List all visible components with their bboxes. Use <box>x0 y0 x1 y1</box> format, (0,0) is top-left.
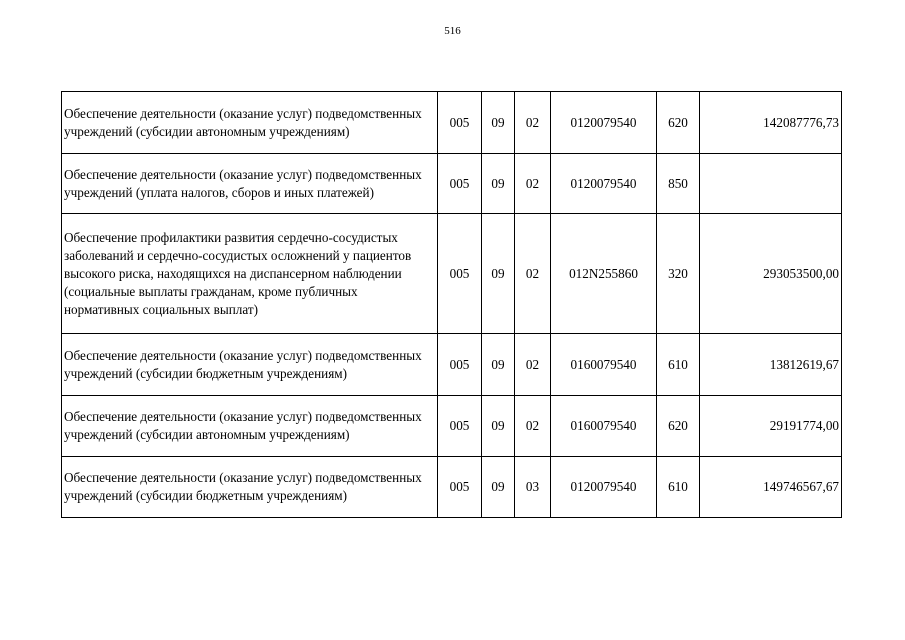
cell-subsection: 03 <box>515 457 551 518</box>
cell-section: 09 <box>482 92 515 154</box>
cell-section: 09 <box>482 154 515 214</box>
page-number: 516 <box>444 25 461 37</box>
table-row <box>62 214 842 334</box>
cell-name: Обеспечение деятельности (оказание услуг) подведомственных учреждений (субсидии автономным учреждениям) <box>62 396 438 457</box>
cell-expense-type: 610 <box>657 334 700 396</box>
cell-subsection: 02 <box>515 334 551 396</box>
cell-amount: 149746567,67 <box>700 457 842 518</box>
cell-target: 0120079540 <box>551 154 657 214</box>
cell-amount: 29191774,00 <box>700 396 842 457</box>
cell-subsection: 02 <box>515 214 551 334</box>
cell-amount <box>700 154 842 214</box>
cell-target: 0120079540 <box>551 92 657 154</box>
cell-ministry: 005 <box>438 92 482 154</box>
cell-target: 0120079540 <box>551 457 657 518</box>
table-row <box>62 154 842 214</box>
cell-name: Обеспечение деятельности (оказание услуг) подведомственных учреждений (субсидии бюджетным учреждениям) <box>62 457 438 518</box>
cell-ministry: 005 <box>438 214 482 334</box>
cell-amount: 293053500,00 <box>700 214 842 334</box>
cell-section: 09 <box>482 396 515 457</box>
cell-target: 012N255860 <box>551 214 657 334</box>
cell-section: 09 <box>482 214 515 334</box>
table-row <box>62 457 842 518</box>
cell-section: 09 <box>482 334 515 396</box>
cell-expense-type: 620 <box>657 396 700 457</box>
cell-ministry: 005 <box>438 334 482 396</box>
table-row <box>62 92 842 154</box>
cell-subsection: 02 <box>515 92 551 154</box>
table-row <box>62 334 842 396</box>
cell-ministry: 005 <box>438 457 482 518</box>
cell-expense-type: 610 <box>657 457 700 518</box>
cell-expense-type: 320 <box>657 214 700 334</box>
cell-subsection: 02 <box>515 396 551 457</box>
cell-ministry: 005 <box>438 396 482 457</box>
cell-section: 09 <box>482 457 515 518</box>
cell-amount: 142087776,73 <box>700 92 842 154</box>
cell-name: Обеспечение профилактики развития сердечно-сосудистых заболеваний и сердечно-сосудистых осложнений у пациентов высокого риска, находящихся на диспансерном наблюдении (социальные выплаты гражданам, кроме публичных нормативных социальных выплат) <box>62 214 438 334</box>
cell-name: Обеспечение деятельности (оказание услуг) подведомственных учреждений (уплата налогов, сборов и иных платежей) <box>62 154 438 214</box>
cell-amount: 13812619,67 <box>700 334 842 396</box>
cell-ministry: 005 <box>438 154 482 214</box>
cell-expense-type: 620 <box>657 92 700 154</box>
cell-name: Обеспечение деятельности (оказание услуг) подведомственных учреждений (субсидии автономным учреждениям) <box>62 92 438 154</box>
cell-target: 0160079540 <box>551 396 657 457</box>
cell-expense-type: 850 <box>657 154 700 214</box>
cell-subsection: 02 <box>515 154 551 214</box>
budget-table <box>61 91 842 518</box>
cell-target: 0160079540 <box>551 334 657 396</box>
table-row <box>62 396 842 457</box>
cell-name: Обеспечение деятельности (оказание услуг) подведомственных учреждений (субсидии бюджетным учреждениям) <box>62 334 438 396</box>
